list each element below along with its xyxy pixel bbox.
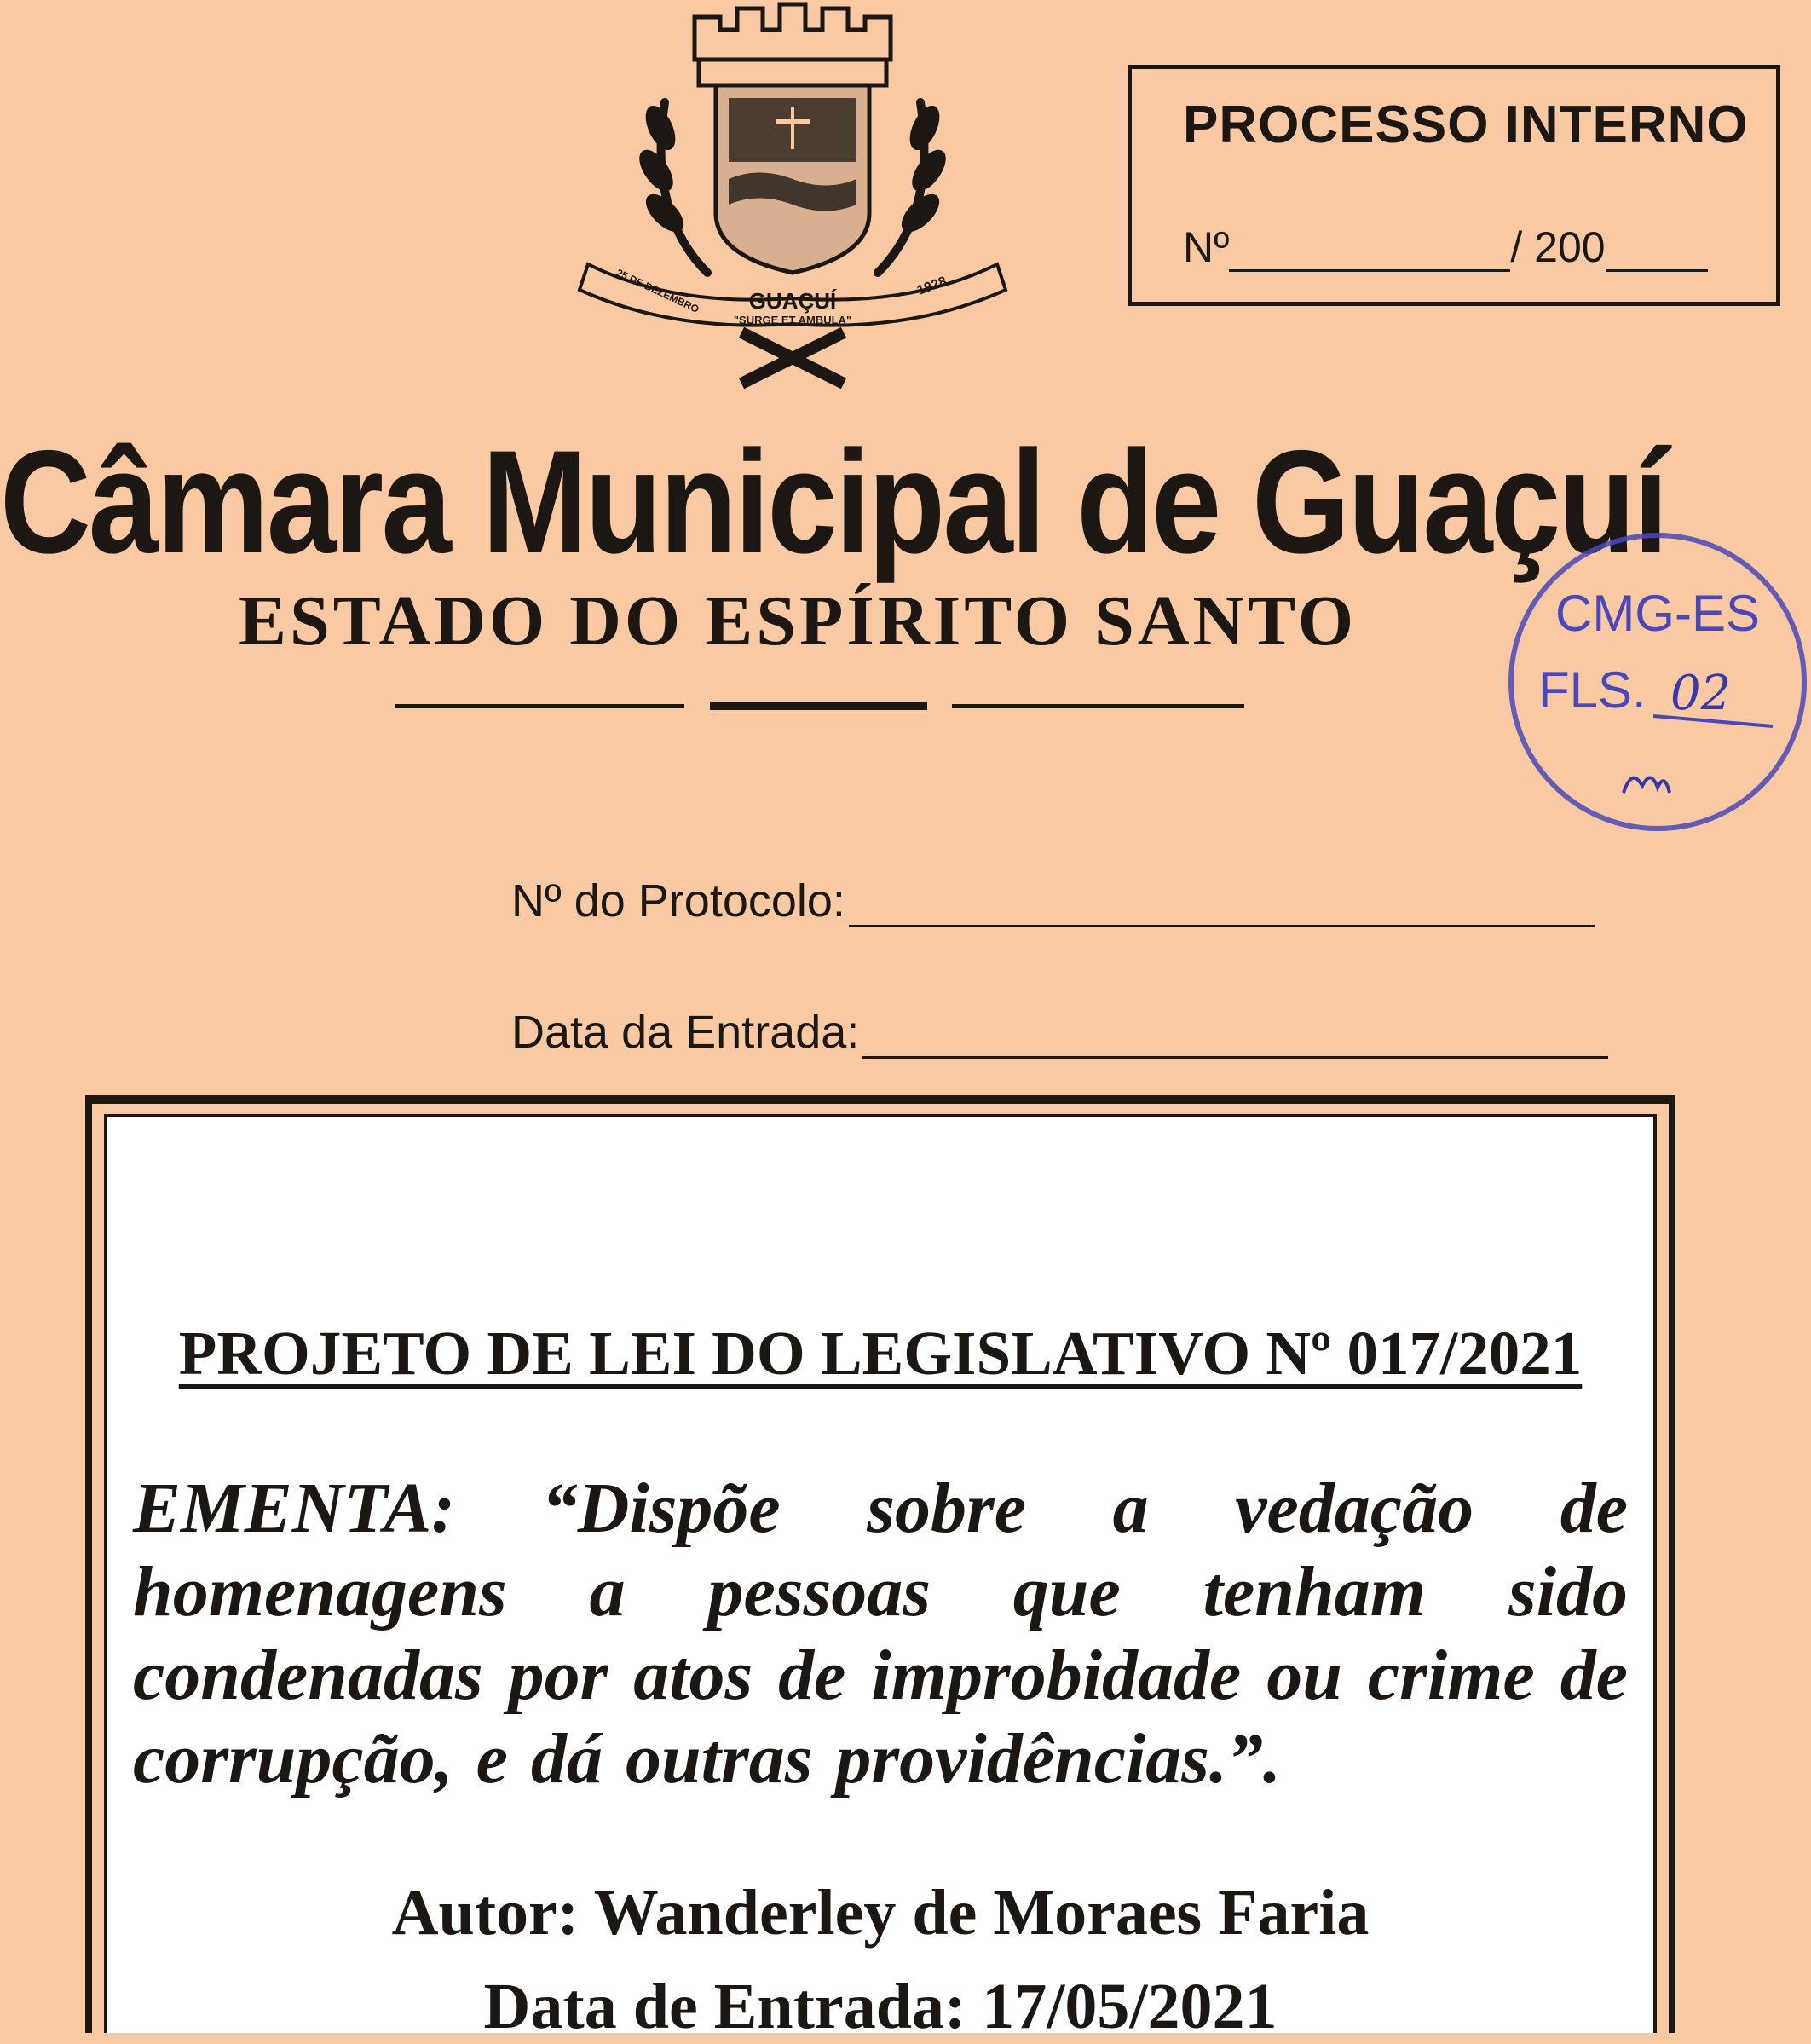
processo-year-prefix: / 200 [1510, 223, 1606, 271]
projeto-box-outer [85, 1095, 1675, 2042]
processo-interno-box [1128, 65, 1780, 306]
divider-center [710, 702, 927, 710]
autor-line: Autor: Wanderley de Moraes Faria [391, 1877, 1370, 1949]
processo-numero-blank[interactable] [1229, 234, 1510, 272]
svg-text:02: 02 [1670, 666, 1732, 721]
page-title: Câmara Municipal de Guaçuí [0, 420, 1667, 584]
data-entrada-line: Data de Entrada: 17/05/2021 [483, 1971, 1278, 2042]
projeto-box [104, 1114, 1657, 2042]
data-entrada-row [511, 1006, 1608, 1059]
svg-text:"SURGE ET AMBULA": "SURGE ET AMBULA" [733, 314, 852, 326]
data-entrada-label: Data da Entrada: [511, 1007, 860, 1058]
svg-text:25 DE DEZEMBRO: 25 DE DEZEMBRO [614, 266, 701, 315]
processo-year-blank[interactable] [1606, 234, 1708, 272]
protocolo-label: Nº do Protocolo: [511, 875, 845, 927]
processo-numero-row [1183, 222, 1708, 272]
divider-left [395, 704, 684, 708]
svg-text:1928: 1928 [914, 274, 949, 298]
projeto-title: PROJETO DE LEI DO LEGISLATIVO Nº 017/2021 [178, 1319, 1583, 1388]
stamp-signature-mark [1624, 777, 1670, 793]
processo-numero-label: Nº [1183, 223, 1230, 271]
folhas-stamp [1487, 511, 1811, 844]
svg-text:GUAÇUÍ: GUAÇUÍ [748, 288, 837, 314]
ementa-text: EMENTA: “Dispõe sobre a vedação de homenagens a pessoas que tenham sido condenadas por atos de improbidade ou crime de corrupção, e dá outras providências.”. [133, 1469, 1628, 1799]
data-entrada-field[interactable] [862, 1015, 1608, 1059]
svg-text:CMG-ES: CMG-ES [1555, 585, 1760, 642]
svg-text:FLS.: FLS. [1538, 661, 1647, 719]
divider-right [952, 704, 1244, 708]
protocolo-field[interactable] [849, 884, 1595, 927]
processo-interno-title: PROCESSO INTERNO [1183, 95, 1749, 154]
state-subtitle: ESTADO DO ESPÍRITO SANTO [239, 581, 1358, 661]
protocolo-row [511, 875, 1595, 927]
coat-of-arms-emblem [571, 0, 1014, 401]
